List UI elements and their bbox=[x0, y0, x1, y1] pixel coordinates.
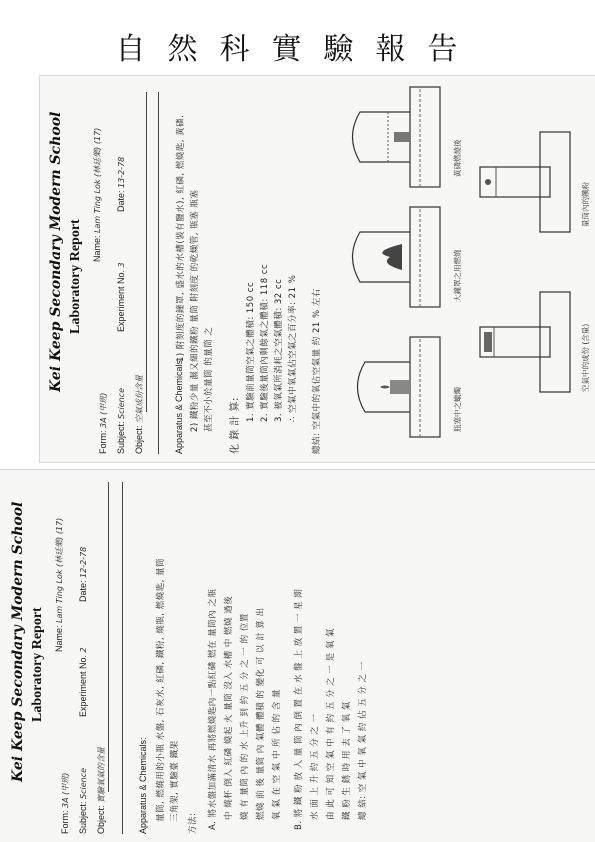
experiment-field: Experiment No. 3 bbox=[116, 262, 126, 332]
school-name: Kei Keep Secondary Modern School bbox=[10, 501, 26, 782]
calc-line: 1. 實驗前量筒空氣之體積: 150 cc bbox=[246, 281, 256, 422]
school-name: Kei Keep Secondary Modern School bbox=[48, 111, 64, 392]
apparatus-line: 量筒, 燃燒用的小瓶 水盤, 石灰水, 紅磷, 鐵粉, 燒瓶, 燃燒匙, 量筒 bbox=[156, 557, 166, 822]
report-scan-experiment-2 bbox=[0, 470, 595, 842]
method-line: 總 結: 空 氣 中 氧 氣 約 佔 五 分 之 一 bbox=[358, 661, 368, 820]
method-line: 燃燒 前 後 量筒 內 氣體 體積 的 變化 可 以 計 算 出 bbox=[256, 607, 266, 820]
date-field: Date: 12-2-78 bbox=[78, 546, 88, 602]
method-line: 由 此 可 知 空 氣 中 有 約 五 分 之 一 是 氧 氣 bbox=[326, 627, 336, 820]
name-field: Name: Lam Ting Lok (林廷樂) (17) bbox=[54, 517, 64, 652]
subject-field: Subject: Science bbox=[116, 387, 126, 454]
diagram-caption: 黃磷燃燒後 bbox=[453, 139, 462, 177]
method-line: 水 面 上 升 約 五 分 之 一 bbox=[310, 713, 320, 820]
report-scan-experiment-3 bbox=[40, 76, 595, 462]
apparatus-diagram-1 bbox=[340, 332, 450, 442]
conclusion-line: 總結: 空氣中的氧佔空氣量 約 21 % 左右 bbox=[312, 288, 322, 454]
object-field: Object: 空氣成份含量 bbox=[134, 374, 144, 454]
subject-field: Subject: Science bbox=[78, 767, 88, 834]
date-field: Date: 13-2-78 bbox=[116, 156, 126, 212]
apparatus-line: 三角架, 實驗臺 鐵架 bbox=[170, 740, 180, 822]
method-line: 氧 氣 在 空 氣 中 所 佔 的 含 量 bbox=[272, 688, 282, 820]
name-field: Name: Lam Ting Lok (林廷樂) (17) bbox=[92, 127, 102, 262]
calc-label: 化 錄 計 算: bbox=[230, 397, 241, 454]
underline bbox=[108, 482, 109, 792]
method-line: 燒 有 量筒 內 的 水 上升 到 約 五 分 之 一 的 位置 bbox=[240, 613, 250, 820]
apparatus-diagram-5 bbox=[470, 122, 580, 242]
apparatus-diagram-2 bbox=[340, 202, 450, 312]
apparatus-diagram-3 bbox=[340, 82, 450, 192]
object-field: Object: 實驗氧氣的含量 bbox=[96, 746, 106, 834]
calc-line: 3. 被氧氣所消耗之空氣體積: 32 cc bbox=[274, 278, 284, 422]
apparatus-label: Apparatus & Chemicals: bbox=[174, 357, 184, 454]
method-line: 鐵 粉 生 銹 時 用 去 了 氧 氣 bbox=[342, 701, 352, 820]
method-line: B. 將 鐵 粉 放 入 量 筒 內 倒 置 在 水 盤 上 放 置 一 星 期 bbox=[294, 588, 304, 830]
method-label: 方法: bbox=[188, 812, 198, 834]
apparatus-diagram-4 bbox=[470, 282, 580, 402]
diagram-caption: 瓶塞中之蠟燭 bbox=[453, 387, 462, 432]
apparatus-line: 甚至不小於量筒 的量筒 之 bbox=[204, 326, 214, 432]
form-field: Form: 3A (甲班) bbox=[60, 772, 70, 834]
page-title: 自然科實驗報告 bbox=[115, 32, 480, 67]
calc-line: 2. 實驗後量筒內剩餘氣之體積: 118 cc bbox=[260, 263, 270, 422]
report-heading: Laboratory Report bbox=[30, 607, 45, 722]
calc-line: ∴ 空氣中氧氣佔空氣之百分率: 21 % bbox=[288, 274, 298, 422]
apparatus-label: Apparatus & Chemicals: bbox=[138, 737, 148, 834]
underline bbox=[158, 92, 159, 454]
underline bbox=[122, 482, 123, 834]
experiment-field: Experiment No. 2 bbox=[78, 647, 88, 717]
report-heading: Laboratory Report bbox=[68, 219, 83, 334]
diagram-caption: 量筒內的鐵粉 bbox=[581, 182, 590, 227]
method-line: 中 燒杯 倒入 紅磷 燒起 火 量筒 沒入 水槽 中 燃燒 過後 bbox=[224, 595, 234, 820]
diagram-caption: 大鐘罩之用燃燒 bbox=[453, 249, 462, 302]
underline bbox=[146, 92, 147, 412]
diagram-caption: 空氣中的成份 (含量) bbox=[581, 323, 590, 392]
method-line: A. 將水盤加滿清水 再將燃燒匙內一點紅磷 燃在 量筒內 之瓶 bbox=[208, 588, 218, 830]
apparatus-line: 2) 鐵粉少量 濕又細的鐵粉 量筒 附刻度 的乾燥管, 瓶塞 瓶塞 bbox=[190, 189, 200, 432]
apparatus-line: 1) 附刻度的鐘罩, 盛水的水槽(裝有鹽水), 紅磷, 燃燒匙, 黃磷. bbox=[176, 114, 186, 362]
form-field: Form: 3A (甲班) bbox=[98, 392, 108, 454]
